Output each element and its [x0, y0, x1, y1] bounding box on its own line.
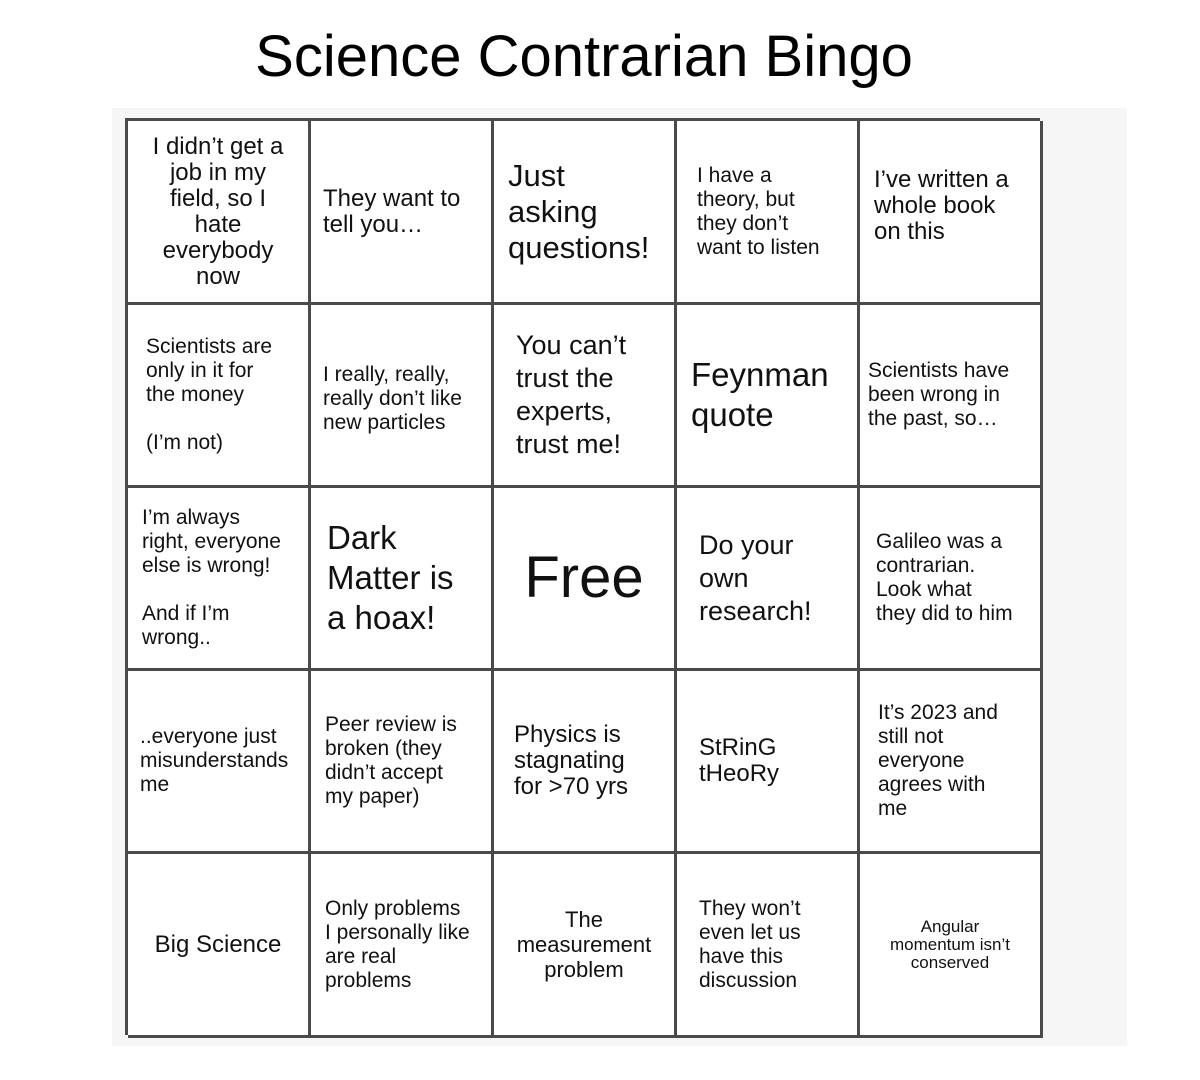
bingo-cell-text: Galileo was a contrarian. Look what they did to him: [876, 530, 1013, 625]
bingo-cell-text: Free: [524, 545, 644, 610]
bingo-cell[interactable]: [311, 305, 494, 488]
bingo-cell-text: I have a theory, but they don’t want to listen: [697, 163, 820, 259]
bingo-cell-text: StRinG tHeoRy: [699, 734, 780, 787]
bingo-cell-text: Only problems I personally like are real problems: [325, 896, 470, 992]
bingo-cell[interactable]: [128, 671, 311, 854]
bingo-cell-text: Angular momentum isn’t conserved: [890, 916, 1010, 972]
bingo-cell-text: Physics is stagnating for >70 yrs: [514, 721, 629, 800]
bingo-cell[interactable]: [677, 121, 860, 305]
bingo-cell[interactable]: [860, 121, 1043, 305]
bingo-cell-text: I really, really, really don’t like new particles: [323, 363, 462, 434]
bingo-cell[interactable]: [494, 854, 677, 1038]
bingo-cell[interactable]: [128, 854, 311, 1038]
bingo-cell[interactable]: [677, 854, 860, 1038]
bingo-cell-text: Big Science: [154, 930, 282, 958]
bingo-cell[interactable]: [677, 305, 860, 488]
bingo-cell-text: You can’t trust the experts, trust me!: [516, 330, 627, 459]
bingo-cell-text: Scientists are only in it for the money (I’m not): [146, 335, 273, 454]
bingo-cell[interactable]: [677, 671, 860, 854]
bingo-cell-text: They want to tell you…: [323, 184, 461, 238]
bingo-cell-text: I’ve written a whole book on this: [874, 166, 1009, 245]
bingo-cell-text: It’s 2023 and still not everyone agrees with me: [878, 701, 998, 820]
bingo-cell-text: Dark Matter is a hoax!: [327, 519, 454, 636]
bingo-cell[interactable]: [311, 854, 494, 1038]
bingo-cell[interactable]: [860, 671, 1043, 854]
bingo-cell[interactable]: [311, 121, 494, 305]
bingo-cell[interactable]: [860, 488, 1043, 671]
bingo-cell-text: They won’t even let us have this discussion: [699, 896, 801, 992]
bingo-cell-text: I’m always right, everyone else is wrong! And if I’m wrong..: [142, 506, 281, 649]
bingo-cell[interactable]: [494, 305, 677, 488]
bingo-cell[interactable]: [494, 121, 677, 305]
bingo-cell[interactable]: [128, 121, 311, 305]
bingo-cell[interactable]: [677, 488, 860, 671]
bingo-cell[interactable]: [860, 305, 1043, 488]
bingo-cell-free[interactable]: [494, 488, 677, 671]
bingo-cell-text: Scientists have been wrong in the past, so…: [868, 359, 1010, 430]
bingo-cell[interactable]: [311, 488, 494, 671]
page-title: Science Contrarian Bingo: [255, 24, 913, 89]
bingo-cell[interactable]: [494, 671, 677, 854]
bingo-cell-text: ..everyone just misunderstands me: [140, 725, 289, 796]
bingo-cell-text: Do your own research!: [699, 529, 812, 626]
bingo-cell-text: Feynman quote: [691, 356, 829, 433]
bingo-board: [125, 118, 1040, 1035]
bingo-cell-text: Peer review is broken (they didn’t accept my paper): [325, 713, 457, 808]
bingo-cell[interactable]: [128, 305, 311, 488]
bingo-cell-text: Just asking questions!: [508, 157, 650, 265]
bingo-cell-text: The measurement problem: [516, 907, 652, 982]
bingo-cell[interactable]: [860, 854, 1043, 1038]
bingo-cell-text: I didn’t get a job in my field, so I hate everybody now: [152, 132, 284, 290]
bingo-cell[interactable]: [311, 671, 494, 854]
bingo-cell[interactable]: [128, 488, 311, 671]
